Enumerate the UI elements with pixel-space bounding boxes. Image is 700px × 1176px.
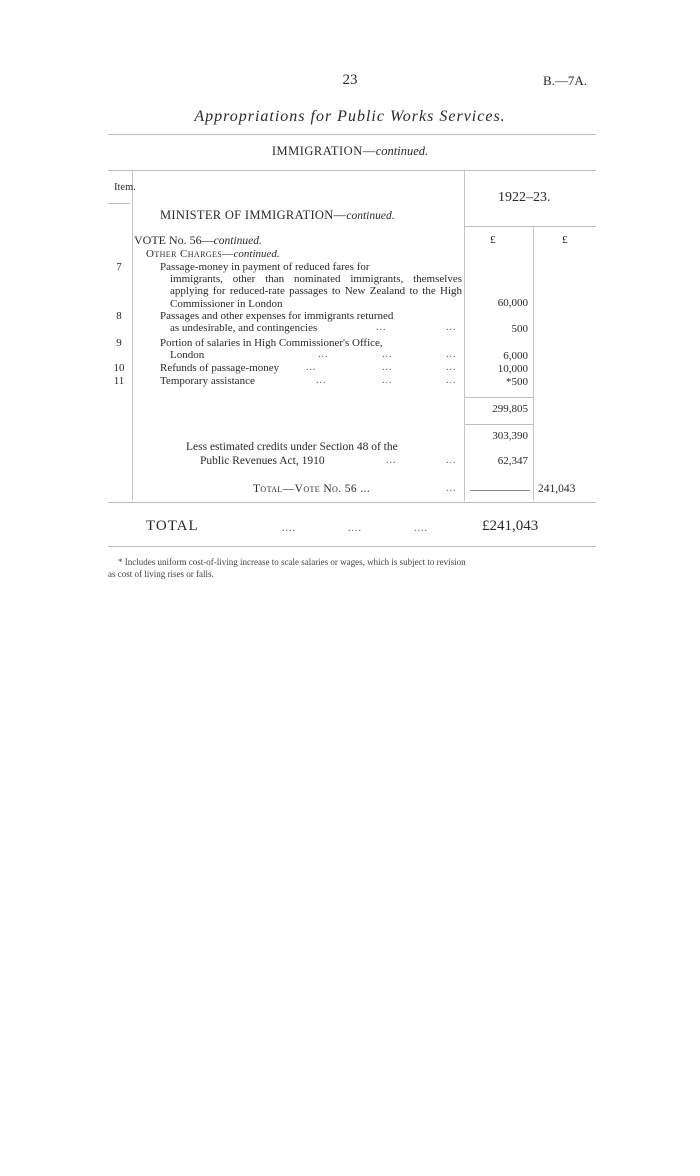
leader-dots: ... [316,375,327,386]
credits-description [186,441,462,468]
table-bottom-rule [108,502,596,503]
item-description-continuation: immigrants, other than nominated immigrants, themselves applying for reduced-rate passages to New Zealand to the High Commissioner in London [170,273,462,310]
item-description-first: Passages and other expenses for immigrants returned [160,310,394,322]
item-description [160,337,462,361]
footnote [108,557,588,580]
document-reference: B.—7A. [542,73,587,88]
total-column-divider [533,226,534,501]
subtotal-bottom-rule [465,424,533,425]
item-number: 7 [116,261,122,273]
currency-symbol-col1: £ [490,234,496,246]
leader-dots: ... [382,362,393,373]
credits-amount: 62,347 [497,455,528,467]
credits-description-continuation: Public Revenues Act, 1910 [200,454,325,467]
item-description-continuation: London [170,349,205,362]
grand-total-label: TOTAL [146,518,199,534]
leader-dots: .... [414,523,428,534]
subtotal-amount: 299,805 [492,403,528,415]
gross-subtotal-amount: 303,390 [492,430,528,442]
leader-dots: ... [382,349,393,360]
leader-dots: ... [446,483,457,494]
leader-dots: ... [446,322,457,333]
leader-dots: ... [318,349,329,360]
item-column-header: Item. [114,182,136,193]
item-amount: 10,000 [497,363,528,375]
item-column-divider [132,171,133,501]
footnote-line-1: * Includes uniform cost-of-living increase to scale salaries or wages, which is subject to revision [118,557,466,567]
table-top-rule [108,170,596,171]
item-number: 9 [116,337,122,349]
subtitle-italic: continued. [375,144,429,158]
amount-column-divider [464,171,465,501]
footnote-line-2: as cost of living rises or falls. [108,568,214,579]
page-number: 23 [342,72,358,88]
item-description-first: Refunds of passage-money [160,362,280,374]
leader-dots: .... [282,523,296,534]
item-description-first: Temporary assistance [160,375,255,387]
item-description-continuation: as undesirable, and contingencies [170,322,318,335]
leader-dots: ... [446,349,457,360]
item-description [160,261,462,310]
vote-heading [134,233,262,248]
leader-dots: ... [446,375,457,386]
leader-dots: ... [446,362,457,373]
item-number: 8 [116,310,122,322]
section-subtitle [0,144,700,159]
leader-dots: ... [376,322,387,333]
leader-dots: .... [348,523,362,534]
year-column-header: 1922–23. [498,190,551,205]
item-description-first: Passage-money in payment of reduced fares for [160,261,370,273]
leader-dots: ... [306,362,317,373]
item-amount: *500 [506,376,528,388]
subtitle-main: IMMIGRATION— [271,144,376,158]
top-rule [108,134,596,135]
item-description [160,375,462,387]
page-title: Appropriations for Public Works Services. [194,108,506,125]
total-vote-dash [470,490,530,491]
leader-dots: ... [446,455,457,466]
currency-symbol-col2: £ [562,234,568,246]
section-heading-italic: continued. [346,210,395,222]
item-description-first: Portion of salaries in High Commissioner's Office, [160,337,383,349]
other-charges-italic: continued. [233,248,280,260]
total-vote-amount: 241,043 [538,483,576,495]
credits-description-first: Less estimated credits under Section 48 of the [186,441,398,453]
item-number: 10 [113,362,125,374]
item-description [160,310,462,334]
grand-total-amount: £241,043 [482,518,539,534]
item-amount: 6,000 [503,350,528,362]
other-charges-heading [146,248,280,260]
total-vote-label: Total—Vote No. 56 ... [253,483,371,495]
subtotal-rule [465,397,533,398]
leader-dots: ... [386,455,397,466]
section-heading-main: MINISTER OF IMMIGRATION— [160,208,347,222]
item-number: 11 [113,375,125,387]
section-heading [160,208,395,223]
item-header-rule [108,203,130,204]
vote-heading-italic: continued. [213,235,262,247]
item-amount: 60,000 [497,297,528,309]
footnote-rule [108,546,596,547]
year-header-rule [464,226,596,227]
leader-dots: ... [382,375,393,386]
other-charges-main: Other Charges— [146,248,234,260]
item-amount: 500 [511,323,528,335]
vote-heading-main: VOTE No. 56— [134,233,214,247]
